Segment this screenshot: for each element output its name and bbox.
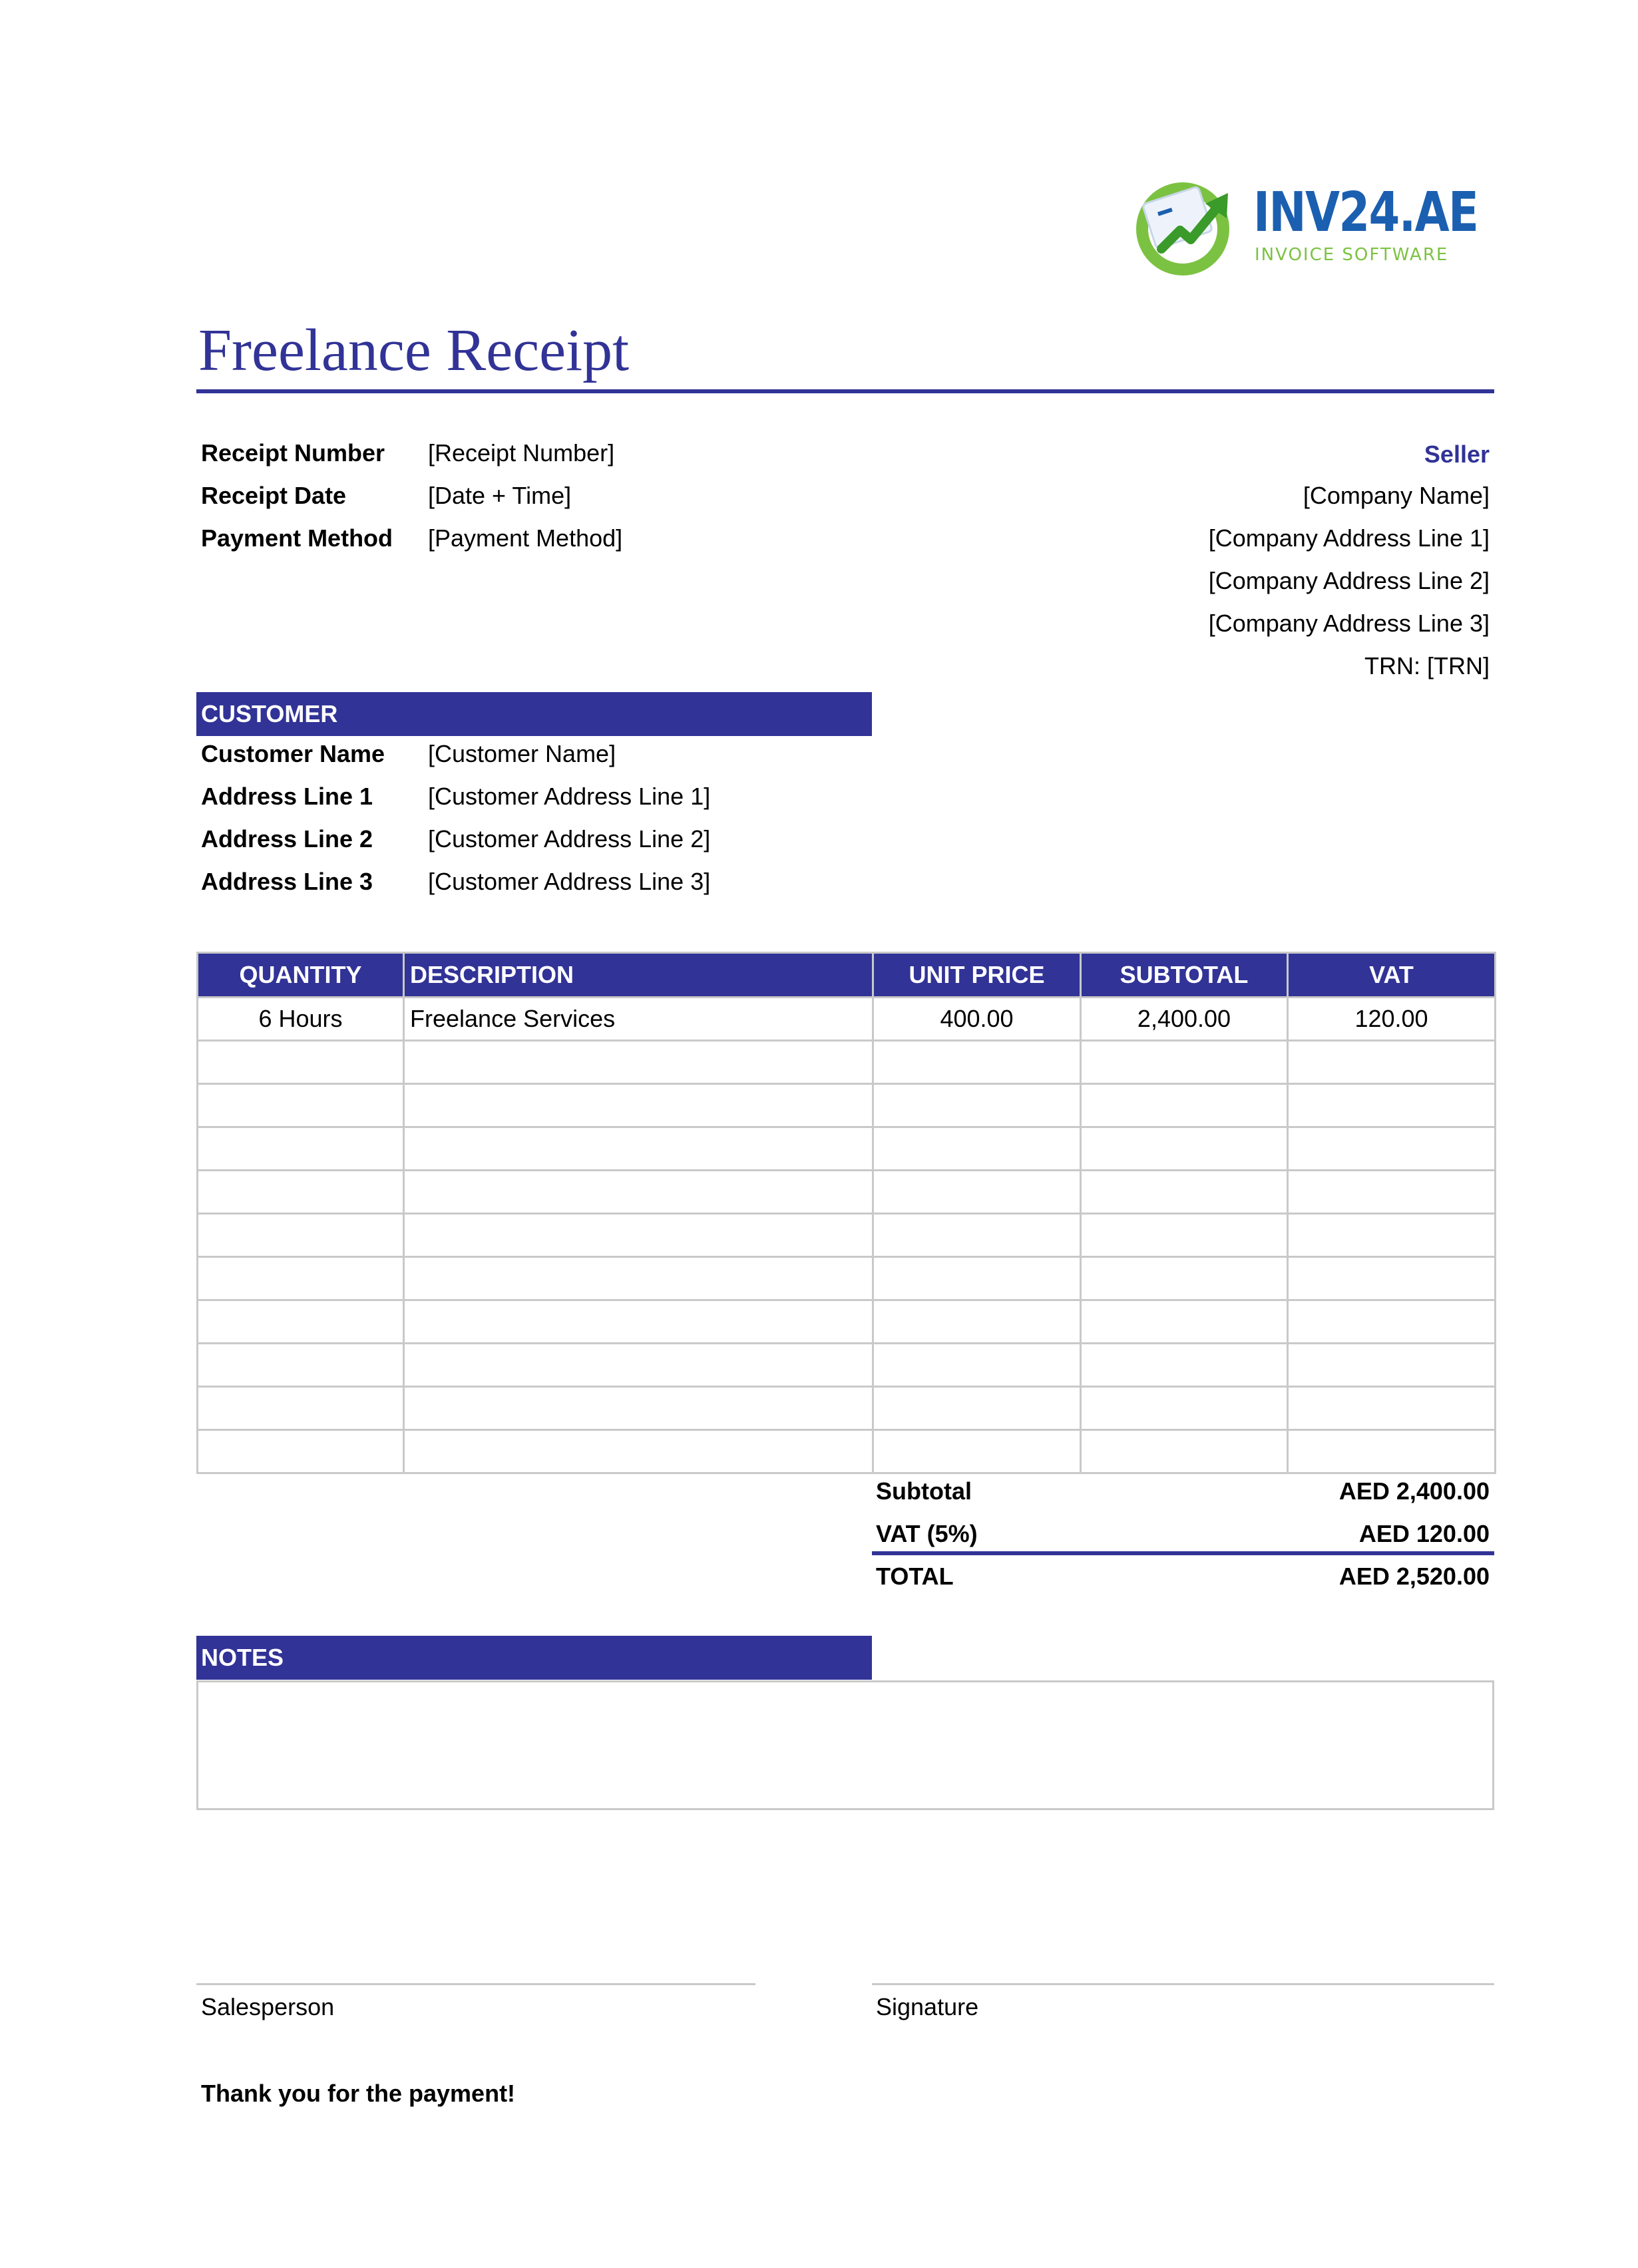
description-cell	[404, 1387, 873, 1430]
description-cell	[404, 1127, 873, 1171]
vat-cell	[1288, 1300, 1496, 1344]
logo-name: INV24.AE	[1253, 181, 1478, 244]
subtotal-cell: 2,400.00	[1081, 998, 1288, 1041]
logo-icon	[1128, 174, 1248, 281]
vat-cell	[1288, 1344, 1496, 1387]
receipt-number-value: [Receipt Number]	[428, 439, 615, 467]
column-header-unit-price: UNIT PRICE	[873, 953, 1081, 998]
subtotal-cell	[1081, 1084, 1288, 1127]
seller-address-line-3: [Company Address Line 3]	[1208, 610, 1490, 637]
unit-price-cell	[873, 1171, 1081, 1214]
table-row	[198, 1430, 1496, 1473]
seller-heading: Seller	[1424, 441, 1490, 468]
unit-price-cell	[873, 1344, 1081, 1387]
description-cell	[404, 1171, 873, 1214]
quantity-cell	[198, 1041, 404, 1084]
quantity-cell	[198, 1430, 404, 1473]
description-cell: Freelance Services	[404, 998, 873, 1041]
subtotal-cell	[1081, 1171, 1288, 1214]
table-row	[198, 1387, 1496, 1430]
customer-section-header: CUSTOMER	[196, 692, 872, 736]
receipt-date-label: Receipt Date	[201, 482, 347, 509]
unit-price-cell	[873, 1214, 1081, 1257]
payment-method-label: Payment Method	[201, 524, 393, 552]
title-divider	[196, 389, 1494, 393]
subtotal-cell	[1081, 1387, 1288, 1430]
vat-total-label: VAT (5%)	[876, 1520, 978, 1547]
column-header-subtotal: SUBTOTAL	[1081, 953, 1288, 998]
subtotal-cell	[1081, 1214, 1288, 1257]
customer-address-3-value: [Customer Address Line 3]	[428, 868, 711, 895]
vat-cell	[1288, 1084, 1496, 1127]
quantity-cell	[198, 1127, 404, 1171]
receipt-number-label: Receipt Number	[201, 439, 385, 467]
column-header-vat: VAT	[1288, 953, 1496, 998]
subtotal-cell	[1081, 1041, 1288, 1084]
table-row	[198, 1257, 1496, 1300]
seller-trn: TRN: [TRN]	[1364, 652, 1490, 679]
table-row	[198, 1084, 1496, 1127]
vat-cell	[1288, 1041, 1496, 1084]
quantity-cell	[198, 1084, 404, 1127]
table-row	[198, 1300, 1496, 1344]
table-row	[198, 998, 1496, 1041]
table-row	[198, 1127, 1496, 1171]
table-row	[198, 1041, 1496, 1084]
vat-cell	[1288, 1257, 1496, 1300]
subtotal-cell	[1081, 1430, 1288, 1473]
table-row	[198, 1214, 1496, 1257]
vat-cell	[1288, 1127, 1496, 1171]
page-title: Freelance Receipt	[198, 317, 630, 383]
description-cell	[404, 1257, 873, 1300]
vat-cell	[1288, 1214, 1496, 1257]
subtotal-label: Subtotal	[876, 1477, 972, 1505]
unit-price-cell	[873, 1430, 1081, 1473]
seller-address-line-2: [Company Address Line 2]	[1208, 567, 1490, 594]
vat-cell	[1288, 1171, 1496, 1214]
table-row	[198, 1171, 1496, 1214]
column-header-description: DESCRIPTION	[404, 953, 873, 998]
salesperson-label: Salesperson	[201, 1993, 335, 2020]
total-divider	[872, 1551, 1494, 1555]
customer-address-2-value: [Customer Address Line 2]	[428, 825, 711, 852]
unit-price-cell	[873, 1387, 1081, 1430]
items-header-row	[198, 953, 1496, 998]
notes-section-header: NOTES	[196, 1636, 872, 1680]
quantity-cell	[198, 1171, 404, 1214]
subtotal-value: AED 2,400.00	[1338, 1477, 1490, 1505]
subtotal-cell	[1081, 1127, 1288, 1171]
customer-name-value: [Customer Name]	[428, 740, 616, 767]
notes-box	[196, 1680, 1494, 1810]
items-table	[196, 952, 1496, 1474]
logo-tagline: INVOICE SOFTWARE	[1255, 245, 1449, 265]
unit-price-cell	[873, 1084, 1081, 1127]
seller-address-line-1: [Company Address Line 1]	[1208, 524, 1490, 552]
vat-cell	[1288, 1387, 1496, 1430]
vat-total-value: AED 120.00	[1358, 1520, 1490, 1547]
unit-price-cell: 400.00	[873, 998, 1081, 1041]
quantity-cell	[198, 1387, 404, 1430]
unit-price-cell	[873, 1300, 1081, 1344]
grand-total-label: TOTAL	[876, 1563, 954, 1590]
subtotal-cell	[1081, 1300, 1288, 1344]
subtotal-cell	[1081, 1344, 1288, 1387]
grand-total-value: AED 2,520.00	[1338, 1563, 1490, 1590]
payment-method-value: [Payment Method]	[428, 524, 623, 552]
customer-address-1-value: [Customer Address Line 1]	[428, 783, 711, 810]
thank-you-note: Thank you for the payment!	[201, 2080, 516, 2107]
signature-line	[872, 1983, 1494, 1985]
unit-price-cell	[873, 1127, 1081, 1171]
quantity-cell	[198, 1214, 404, 1257]
vat-cell	[1288, 1430, 1496, 1473]
receipt-date-value: [Date + Time]	[428, 482, 572, 509]
customer-name-label: Customer Name	[201, 740, 385, 767]
column-header-quantity: QUANTITY	[198, 953, 404, 998]
description-cell	[404, 1214, 873, 1257]
quantity-cell	[198, 1344, 404, 1387]
vat-cell: 120.00	[1288, 998, 1496, 1041]
seller-company-name: [Company Name]	[1303, 482, 1490, 509]
customer-address-2-label: Address Line 2	[201, 825, 373, 852]
quantity-cell: 6 Hours	[198, 998, 404, 1041]
company-logo	[1128, 174, 1478, 281]
customer-address-3-label: Address Line 3	[201, 868, 373, 895]
unit-price-cell	[873, 1257, 1081, 1300]
quantity-cell	[198, 1300, 404, 1344]
description-cell	[404, 1430, 873, 1473]
description-cell	[404, 1041, 873, 1084]
unit-price-cell	[873, 1041, 1081, 1084]
quantity-cell	[198, 1257, 404, 1300]
table-row	[198, 1344, 1496, 1387]
description-cell	[404, 1300, 873, 1344]
description-cell	[404, 1344, 873, 1387]
signature-label: Signature	[876, 1993, 979, 2020]
subtotal-cell	[1081, 1257, 1288, 1300]
salesperson-signature-line	[196, 1983, 755, 1985]
customer-address-1-label: Address Line 1	[201, 783, 373, 810]
description-cell	[404, 1084, 873, 1127]
